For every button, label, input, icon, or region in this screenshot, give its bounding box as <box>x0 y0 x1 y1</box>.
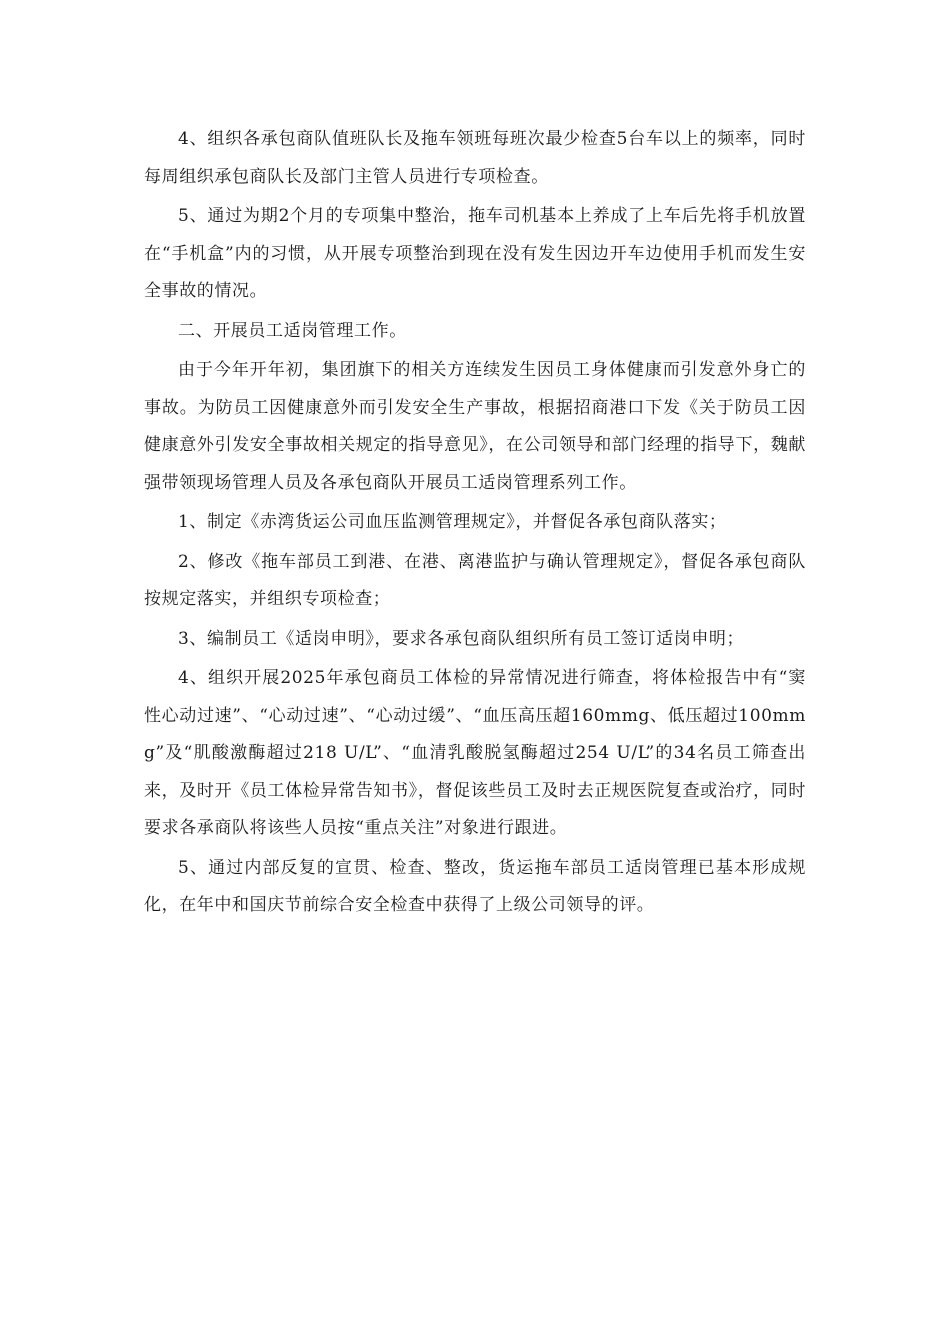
document-body <box>144 121 806 927</box>
paragraph-background: 由于今年开年初，集团旗下的相关方连续发生因员工身体健康而引发意外身亡的事故。为防员工因健康意外而引发安全生产事故，根据招商港口下发《关于防员工因健康意外引发安全事故相关规定的指导意见》，在公司领导和部门经理的指导下，魏献强带领现场管理人员及各承包商队开展员工适岗管理系列工作。 <box>144 360 806 493</box>
paragraph-item-1-blood-pressure: 1、制定《赤湾货运公司血压监测管理规定》，并督促各承包商队落实； <box>178 512 727 532</box>
paragraph-item-2-regulation: 2、修改《拖车部员工到港、在港、离港监护与确认管理规定》，督促各承包商队按规定落实，并组织专项检查； <box>144 551 806 609</box>
paragraph-item-5-result: 5、通过内部反复的宣贯、检查、整改，货运拖车部员工适岗管理已基本形成规化，在年中和国庆节前综合安全检查中获得了上级公司领导的评。 <box>144 857 806 915</box>
section-heading-fitness-management: 二、开展员工适岗管理工作。 <box>178 320 407 341</box>
paragraph-item-3-declaration: 3、编制员工《适岗申明》，要求各承包商队组织所有员工签订适岗申明； <box>178 628 745 649</box>
paragraph-item-4-health-screening: 4、组织开展2025年承包商员工体检的异常情况进行筛查，将体检报告中有“窦性心动过速”、“心动过速”、“心动过缓”、“血压高压超160mmg、低压超过100mmg”及“肌酸激酶超过218 U/L”、“血清乳酸脱氢酶超过254 U/L”的34名员工筛查出来，及时开《员工体检异常告知书》，督促该些员工及时去正规医院复查或治疗，同时要求各承商队将该些人员按“重点关注”对象进行跟进。 <box>144 668 806 838</box>
paragraph-item-5-phone-box: 5、通过为期2个月的专项集中整治，拖车司机基本上养成了上车后先将手机放置在“手机盒”内的习惯，从开展专项整治到现在没有发生因边开车边使用手机而发生安全事故的情况。 <box>144 206 806 301</box>
paragraph-item-4-inspection: 4、组织各承包商队值班队长及拖车领班每班次最少检查5台车以上的频率，同时每周组织承包商队长及部门主管人员进行专项检查。 <box>144 129 806 187</box>
